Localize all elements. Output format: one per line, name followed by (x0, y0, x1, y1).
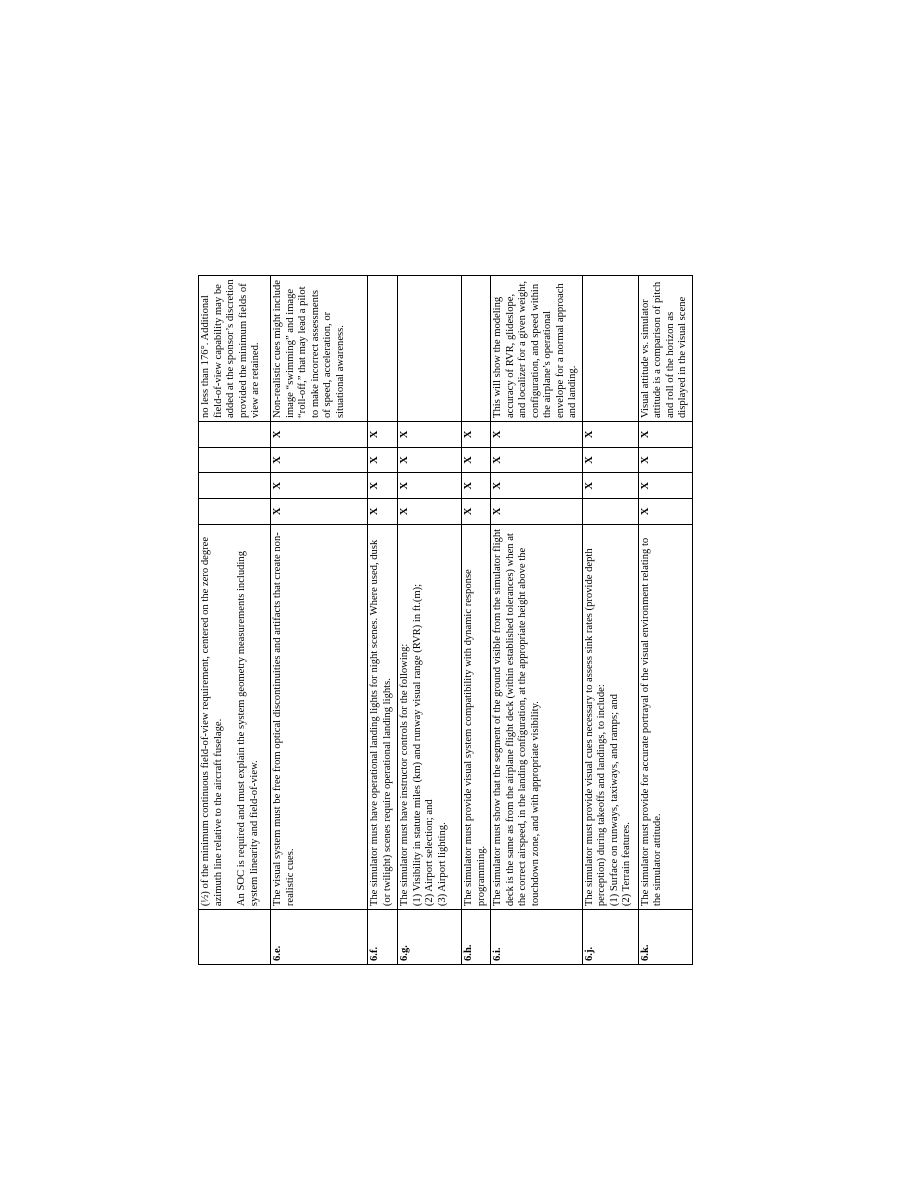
list-item: (1) Surface on runways, taxiways, and ramps; and (608, 694, 620, 907)
table-row (368, 276, 398, 965)
row-number (199, 910, 271, 965)
requirement-paragraph: The simulator must have operational landing lights for night scenes. Where used, dusk (or twilight) scenes require operational landing lights. (369, 539, 393, 907)
table-row (491, 276, 583, 965)
level-mark: X (638, 473, 692, 499)
row-number: 6.f. (368, 910, 398, 965)
requirement-text (368, 524, 398, 909)
level-mark: X (368, 422, 398, 448)
requirement-list (609, 528, 634, 906)
requirement-paragraph: The simulator must provide visual system compatibility with dynamic response programming. (463, 569, 487, 907)
table-row (462, 276, 491, 965)
level-mark: X (398, 422, 462, 448)
level-mark: X (638, 447, 692, 473)
notes-text (368, 276, 398, 422)
level-mark (199, 473, 271, 499)
level-mark: X (491, 422, 583, 448)
requirement-text (199, 524, 271, 909)
level-mark (199, 422, 271, 448)
level-mark: X (462, 422, 491, 448)
level-mark: X (271, 422, 368, 448)
level-mark (199, 447, 271, 473)
table-row (582, 276, 638, 965)
level-mark: X (271, 473, 368, 499)
level-mark: X (462, 447, 491, 473)
row-number: 6.h. (462, 910, 491, 965)
requirement-paragraph: The simulator must have instructor controls for the following: (399, 643, 410, 907)
row-number: 6.g. (398, 910, 462, 965)
requirement-text (582, 524, 638, 909)
row-number: 6.e. (271, 910, 368, 965)
level-mark (199, 499, 271, 525)
requirement-paragraph: The simulator must provide visual cues necessary to assess sink rates (provide depth perception) during takeoffs and landings, to include: (583, 548, 607, 907)
level-mark: X (638, 499, 692, 525)
level-mark (582, 499, 638, 525)
list-item: (2) Terrain features. (621, 822, 632, 907)
level-mark: X (398, 447, 462, 473)
list-item: (1) Visibility in statute miles (km) and runway visual range (RVR) in ft.(m); (411, 583, 423, 907)
level-mark: X (462, 473, 491, 499)
requirement-text (491, 524, 583, 909)
level-mark: X (582, 473, 638, 499)
notes-text (582, 276, 638, 422)
row-number: 6.j. (582, 910, 638, 965)
level-mark: X (462, 499, 491, 525)
table-row (199, 276, 271, 965)
notes-text: Non-realistic cues might include image “swimming” and image “roll-off,” that may lead a pilot to make incorrect assessments of speed, acceleration, or situational awareness. (271, 276, 368, 422)
list-item: (3) Airport lighting. (436, 822, 448, 907)
requirement-paragraph: An SOC is required and must explain the system geometry measurements including system linearity and field-of-view. (236, 551, 260, 907)
notes-text: Visual attitude vs. simulator attitude is a comparison of pitch and roll of the horizon as displayed in the visual scene (638, 276, 692, 422)
requirement-list (412, 528, 450, 906)
level-mark: X (582, 447, 638, 473)
level-mark: X (398, 473, 462, 499)
row-number: 6.i. (491, 910, 583, 965)
requirement-paragraph: The simulator must show that the segment of the ground visible from the simulator flight deck is the same as from the airplane flight deck (within established tolerances) when at the correct airspeed, in the landing configuration, at the appropriate height above the touchdown zone, and with appropriate visibility. (492, 528, 541, 907)
requirement-text (462, 524, 491, 909)
requirement-paragraph: (½) of the minimum continuous field-of-view requirement, centered on the zero degree azimuth line relative to the aircraft fuselage. (200, 536, 224, 907)
notes-text (398, 276, 462, 422)
level-mark: X (491, 447, 583, 473)
level-mark: X (491, 473, 583, 499)
level-mark: X (271, 447, 368, 473)
level-mark: X (638, 422, 692, 448)
list-item: (2) Airport selection; and (424, 799, 435, 907)
table-row (271, 276, 368, 965)
notes-text (462, 276, 491, 422)
level-mark: X (368, 499, 398, 525)
level-mark: X (271, 499, 368, 525)
level-mark: X (368, 473, 398, 499)
requirement-paragraph: The visual system must be free from optical discontinuities and artifacts that create non-realistic cues. (272, 532, 296, 907)
table-row (638, 276, 692, 965)
notes-text: This will show the modeling accuracy of RVR, glideslope, and localizer for a given weight, configuration, and speed within the airplane’s operational envelope for a normal approach and landing. (491, 276, 583, 422)
level-mark: X (582, 422, 638, 448)
table-row (398, 276, 462, 965)
level-mark: X (368, 447, 398, 473)
rotated-page (198, 275, 718, 965)
requirement-text (398, 524, 462, 909)
level-mark: X (398, 499, 462, 525)
requirement-text (271, 524, 368, 909)
requirement-text (638, 524, 692, 909)
requirement-paragraph: The simulator must provide for accurate portrayal of the visual environment relating to the simulator attitude. (639, 537, 663, 907)
level-mark: X (491, 499, 583, 525)
row-number: 6.k. (638, 910, 692, 965)
notes-text: no less than 176°. Additional field-of-view capability may be added at the sponsor’s discretion provided the minimum fields of view are retained. (199, 276, 271, 422)
requirements-table (198, 275, 693, 965)
